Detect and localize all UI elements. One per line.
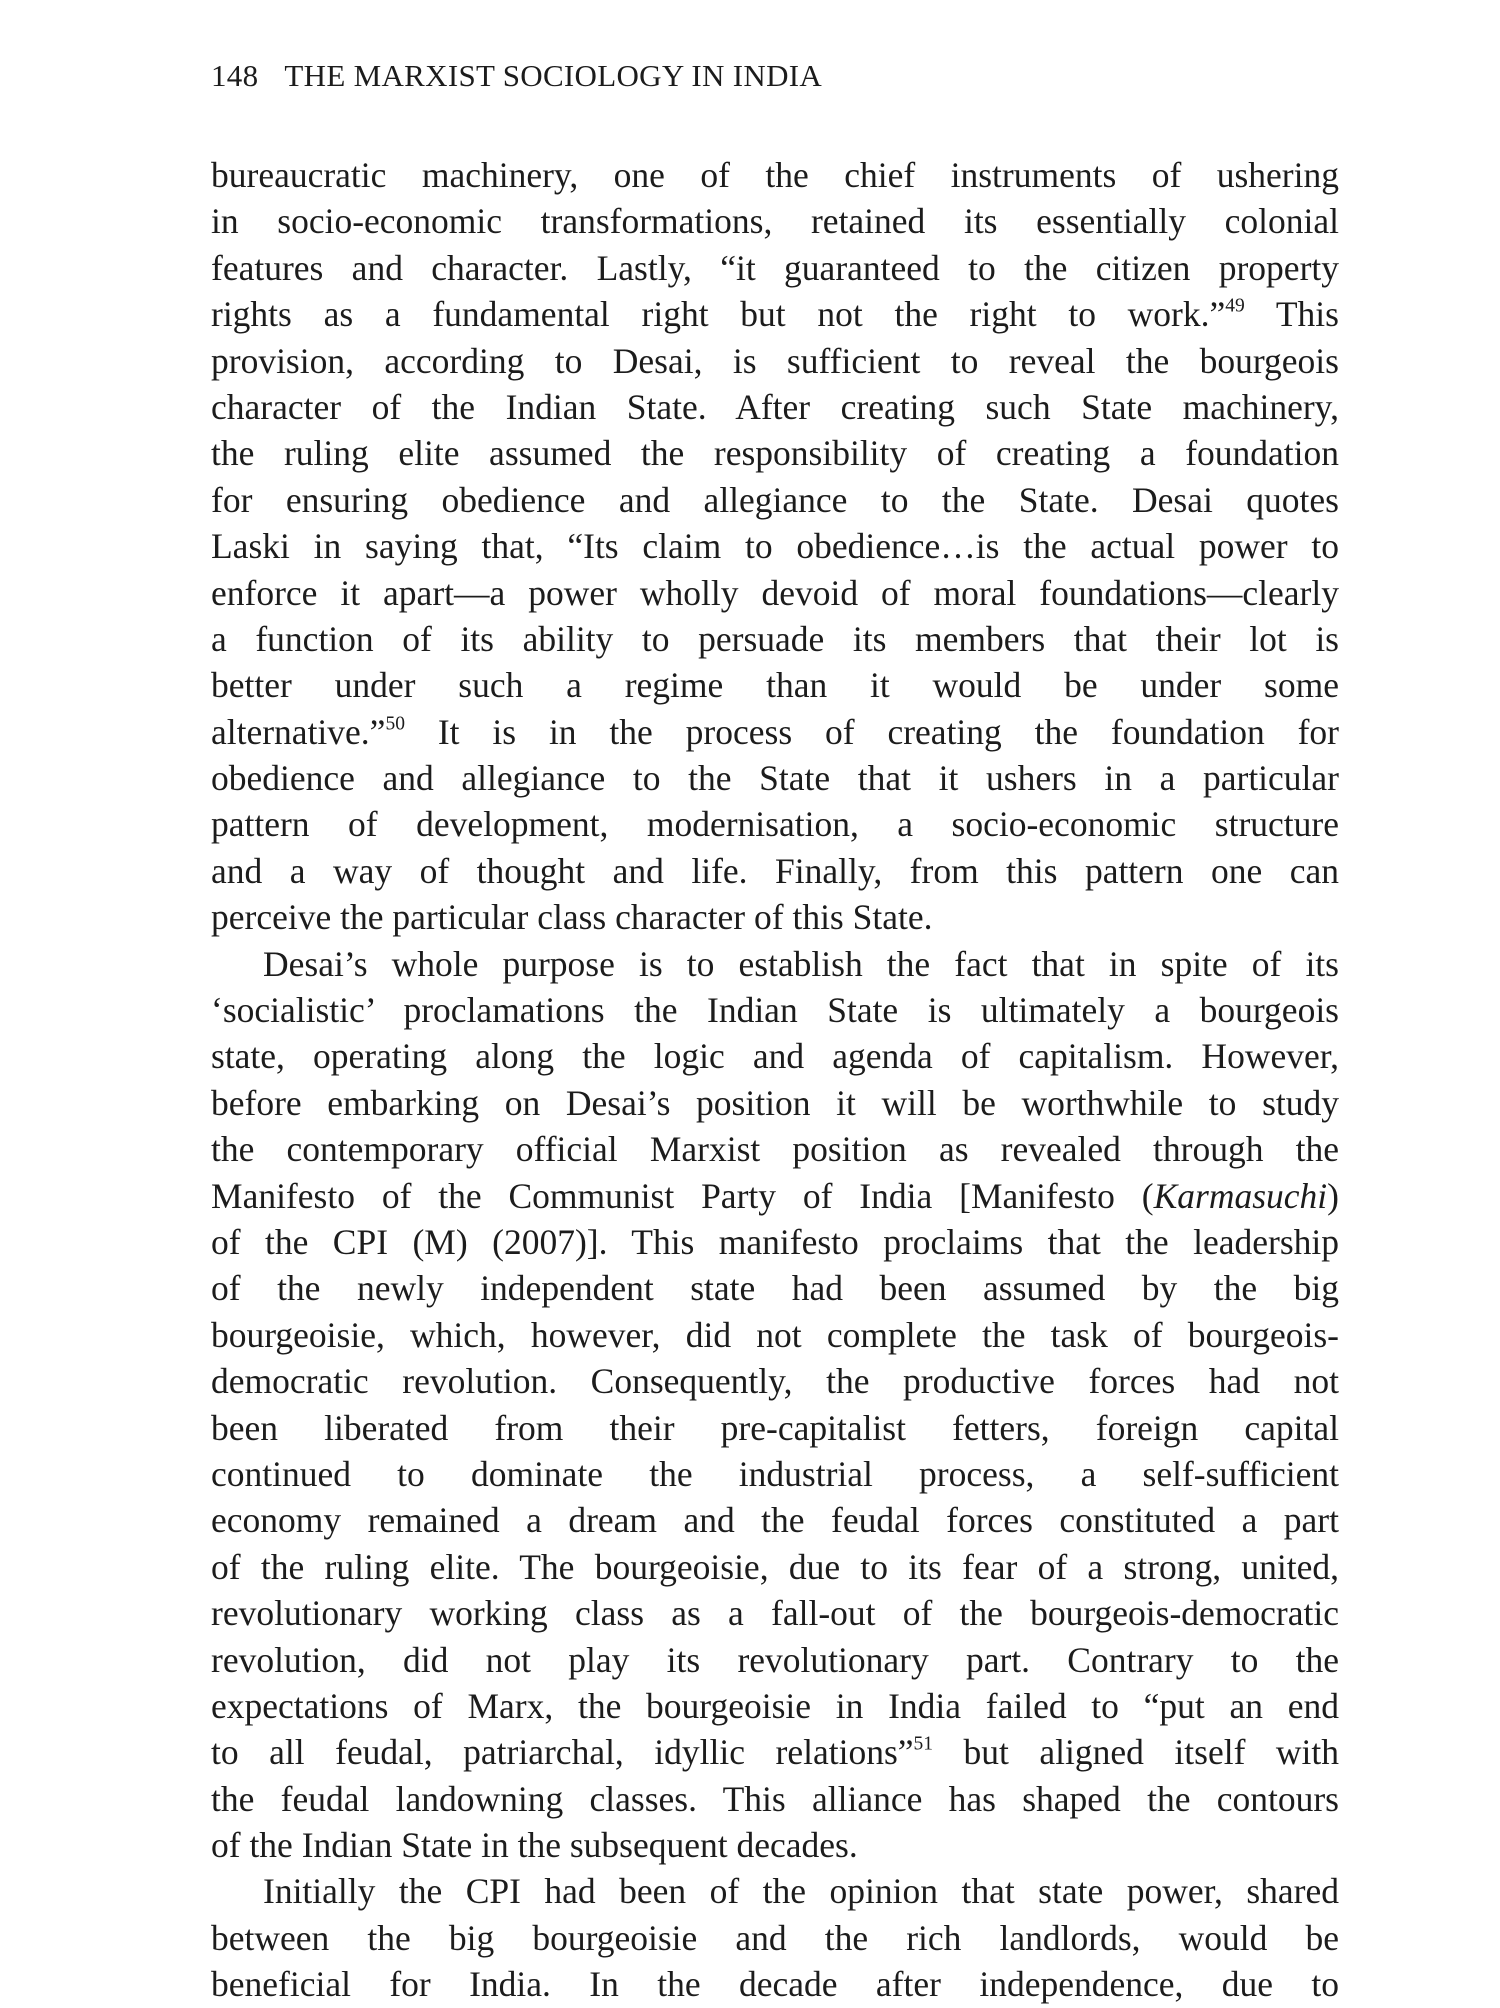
text-line	[211, 1868, 1339, 1914]
text-segment: revolutionary working class as a fall-out of the bourgeois-democratic	[211, 1593, 1339, 1634]
text-segment: before embarking on Desai’s position it will be worthwhile to study	[211, 1082, 1339, 1123]
text-segment: Initially the CPI had been of the opinion that state power, shared	[263, 1871, 1339, 1912]
text-line	[211, 198, 1339, 244]
text-segment: This	[1244, 294, 1339, 335]
text-segment: of the Indian State in the subsequent decades.	[211, 1825, 858, 1866]
text-line	[211, 848, 1339, 894]
text-segment: rights as a fundamental right but not the right to work.”	[211, 294, 1226, 335]
text-segment: state, operating along the logic and agenda of capitalism. However,	[211, 1036, 1339, 1077]
text-line	[211, 523, 1339, 569]
text-line	[211, 1497, 1339, 1543]
text-segment: of the newly independent state had been assumed by the big	[211, 1268, 1339, 1309]
text-segment: features and character. Lastly, “it guaranteed to the citizen property	[211, 247, 1339, 288]
text-line	[211, 1683, 1339, 1729]
text-segment: to all feudal, patriarchal, idyllic relations”	[211, 1732, 914, 1773]
text-line	[211, 1173, 1339, 1219]
text-line	[211, 570, 1339, 616]
text-line	[211, 1637, 1339, 1683]
text-line	[211, 477, 1339, 523]
footnote-marker: 50	[385, 713, 405, 735]
text-line	[211, 1126, 1339, 1172]
text-segment: the ruling elite assumed the responsibility of creating a foundation	[211, 433, 1339, 474]
text-segment: revolution, did not play its revolutionary part. Contrary to the	[211, 1639, 1339, 1680]
body-text	[211, 152, 1339, 2008]
text-segment: and a way of thought and life. Finally, from this pattern one can	[211, 850, 1339, 891]
text-segment: beneficial for India. In the decade after independence, due to	[211, 1964, 1339, 2005]
text-segment: provision, according to Desai, is sufficient to reveal the bourgeois	[211, 340, 1339, 381]
text-segment: been liberated from their pre-capitalist fetters, foreign capital	[211, 1407, 1339, 1448]
text-segment: a function of its ability to persuade its members that their lot is	[211, 618, 1339, 659]
text-line	[211, 709, 1339, 755]
text-segment: the feudal landowning classes. This alliance has shaped the contours	[211, 1778, 1339, 1819]
text-line	[211, 1033, 1339, 1079]
text-segment: Manifesto of the Communist Party of India [Manifesto (	[211, 1175, 1154, 1216]
text-segment: )	[1327, 1175, 1339, 1216]
text-segment: bureaucratic machinery, one of the chief instruments of ushering	[211, 155, 1339, 195]
text-line	[211, 1312, 1339, 1358]
text-line	[211, 941, 1339, 987]
text-line	[211, 1729, 1339, 1775]
text-line	[211, 801, 1339, 847]
text-segment: continued to dominate the industrial process, a self-sufficient	[211, 1453, 1339, 1494]
text-segment: perceive the particular class character of this State.	[211, 897, 933, 938]
text-line	[211, 755, 1339, 801]
footnote-marker: 49	[1225, 295, 1245, 317]
text-line	[211, 987, 1339, 1033]
text-line	[211, 1219, 1339, 1265]
text-segment: the contemporary official Marxist position as revealed through the	[211, 1129, 1339, 1170]
text-segment: economy remained a dream and the feudal forces constituted a part	[211, 1500, 1339, 1541]
running-header	[211, 58, 822, 94]
text-segment: expectations of Marx, the bourgeoisie in India failed to “put an end	[211, 1685, 1339, 1726]
text-line	[211, 1544, 1339, 1590]
text-segment: for ensuring obedience and allegiance to the State. Desai quotes	[211, 479, 1339, 520]
text-segment: of the CPI (M) (2007)]. This manifesto proclaims that the leadership	[211, 1221, 1339, 1262]
text-line	[211, 1080, 1339, 1126]
text-segment: ‘socialistic’ proclamations the Indian State is ultimately a bourgeois	[211, 990, 1339, 1031]
running-title: THE MARXIST SOCIOLOGY IN INDIA	[284, 58, 823, 93]
text-line	[211, 1358, 1339, 1404]
text-segment: Desai’s whole purpose is to establish the fact that in spite of its	[263, 943, 1339, 984]
text-line	[211, 1405, 1339, 1451]
text-segment: pattern of development, modernisation, a socio-economic structure	[211, 804, 1339, 845]
text-line	[211, 384, 1339, 430]
text-segment: better under such a regime than it would be under some	[211, 665, 1339, 706]
text-segment: Laski in saying that, “Its claim to obedience…is the actual power to	[211, 526, 1339, 567]
text-line	[211, 1265, 1339, 1311]
text-line	[211, 616, 1339, 662]
text-line	[211, 291, 1339, 337]
text-line	[211, 245, 1339, 291]
footnote-marker: 51	[913, 1733, 934, 1755]
page-number: 148	[211, 58, 259, 93]
text-segment: enforce it apart—a power wholly devoid of moral foundations—clearly	[211, 572, 1339, 613]
text-segment: It is in the process of creating the foundation for	[404, 711, 1339, 752]
text-segment: of the ruling elite. The bourgeoisie, due to its fear of a strong, united,	[211, 1546, 1339, 1587]
italic-text: Karmasuchi	[1153, 1175, 1328, 1216]
text-line	[211, 662, 1339, 708]
text-segment: but aligned itself with	[933, 1732, 1339, 1773]
text-line	[211, 894, 1339, 940]
text-segment: between the big bourgeoisie and the rich landlords, would be	[211, 1917, 1339, 1958]
text-line	[211, 430, 1339, 476]
text-line	[211, 1590, 1339, 1636]
text-line	[211, 152, 1339, 198]
text-line	[211, 1915, 1339, 1961]
text-segment: alternative.”	[211, 711, 386, 752]
text-segment: in socio-economic transformations, retained its essentially colonial	[211, 201, 1339, 242]
text-line	[211, 1776, 1339, 1822]
text-line	[211, 1822, 1339, 1868]
text-segment: character of the Indian State. After creating such State machinery,	[211, 386, 1339, 427]
text-segment: democratic revolution. Consequently, the productive forces had not	[211, 1361, 1339, 1402]
text-line	[211, 1451, 1339, 1497]
text-line	[211, 1961, 1339, 2007]
text-segment: obedience and allegiance to the State that it ushers in a particular	[211, 758, 1339, 799]
text-segment: bourgeoisie, which, however, did not complete the task of bourgeois-	[211, 1314, 1339, 1355]
text-line	[211, 338, 1339, 384]
